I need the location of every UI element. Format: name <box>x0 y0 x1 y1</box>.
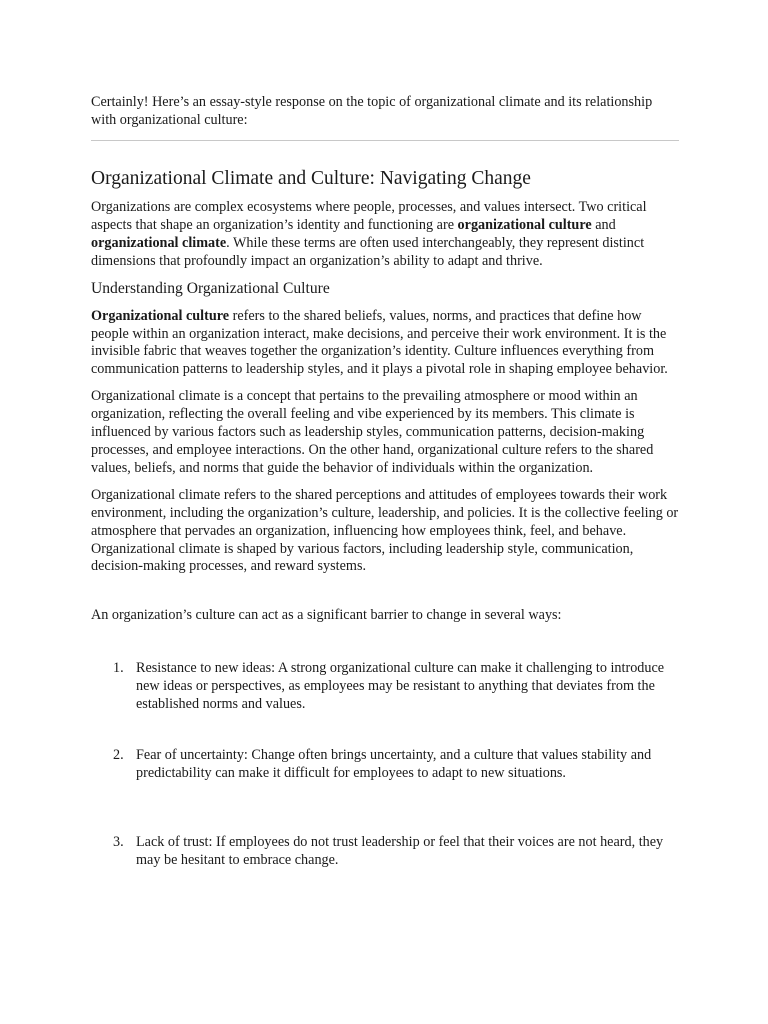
document-title: Organizational Climate and Culture: Navigating Change <box>91 168 531 189</box>
paragraph-climate-definition: Organizational climate refers to the shared perceptions and attitudes of employees towards their work environment, including the organization’s culture, leadership, and policies. It is the collective feeling or atmosphere that pervades an organization, influencing how employees think, feel, and behave. Organizational climate is shaped by various factors, including leadership style, communication, decision-making processes, and reward systems. <box>91 486 679 575</box>
paragraph-text: . While these terms are often used interchangeably, they represent distinct dimensions that profoundly impact an organization’s ability to adapt and thrive. <box>91 234 645 269</box>
paragraph-culture-definition <box>91 308 679 380</box>
document-page <box>91 94 679 870</box>
list-item <box>91 660 679 714</box>
list-item <box>91 834 679 870</box>
list-item-text: Resistance to new ideas: A strong organizational culture can make it challenging to introduce new ideas or perspectives, as employees may be resistant to anything that deviates from the established norms and values. <box>136 660 665 713</box>
paragraph-climate-concept: Organizational climate is a concept that pertains to the prevailing atmosphere or mood within an organization, reflecting the overall feeling and vibe experienced by its members. This climate is influenced by various factors such as leadership styles, communication patterns, decision-making processes, and employee interactions. On the other hand, organizational culture refers to the shared values, beliefs, and norms that guide the behavior of individuals within the organization. <box>91 388 654 476</box>
paragraph-text: refers to the shared beliefs, values, norms, and practices that define how people within an organization interact, make decisions, and perceive their work environment. It is the invisible fabric that weaves together the organization’s identity. Culture influences everything from communication patterns to leadership styles, and it plays a pivotal role in shaping employee behavior. <box>91 307 668 378</box>
list-item-text: Lack of trust: If employees do not trust leadership or feel that their voices are not heard, they may be hesitant to embrace change. <box>136 833 664 868</box>
bold-term-culture: organizational culture <box>457 216 592 233</box>
list-item <box>91 747 679 783</box>
bold-term-culture: Organizational culture <box>91 307 230 324</box>
paragraph-intro-organizations <box>91 199 679 271</box>
paragraph-text: and <box>591 216 616 233</box>
intro-text: Certainly! Here’s an essay-style response on the topic of organizational climate and its relationship with organizational culture: <box>91 94 653 128</box>
paragraph-barrier-intro: An organization’s culture can act as a significant barrier to change in several ways: <box>91 607 562 624</box>
bold-term-climate: organizational climate <box>91 234 227 251</box>
list-number: 2. <box>113 746 124 763</box>
list-number: 3. <box>113 833 124 850</box>
paragraph-text: Organizations are complex ecosystems where people, processes, and values intersect. Two critical aspects that shape an organization’s identity and functioning are <box>91 199 647 233</box>
list-number: 1. <box>113 660 124 677</box>
list-item-text: Fear of uncertainty: Change often brings uncertainty, and a culture that values stability and predictability can make it difficult for employees to adapt to new situations. <box>136 746 652 781</box>
section-heading: Understanding Organizational Culture <box>91 279 330 297</box>
divider <box>91 140 679 141</box>
barrier-list <box>91 660 679 869</box>
